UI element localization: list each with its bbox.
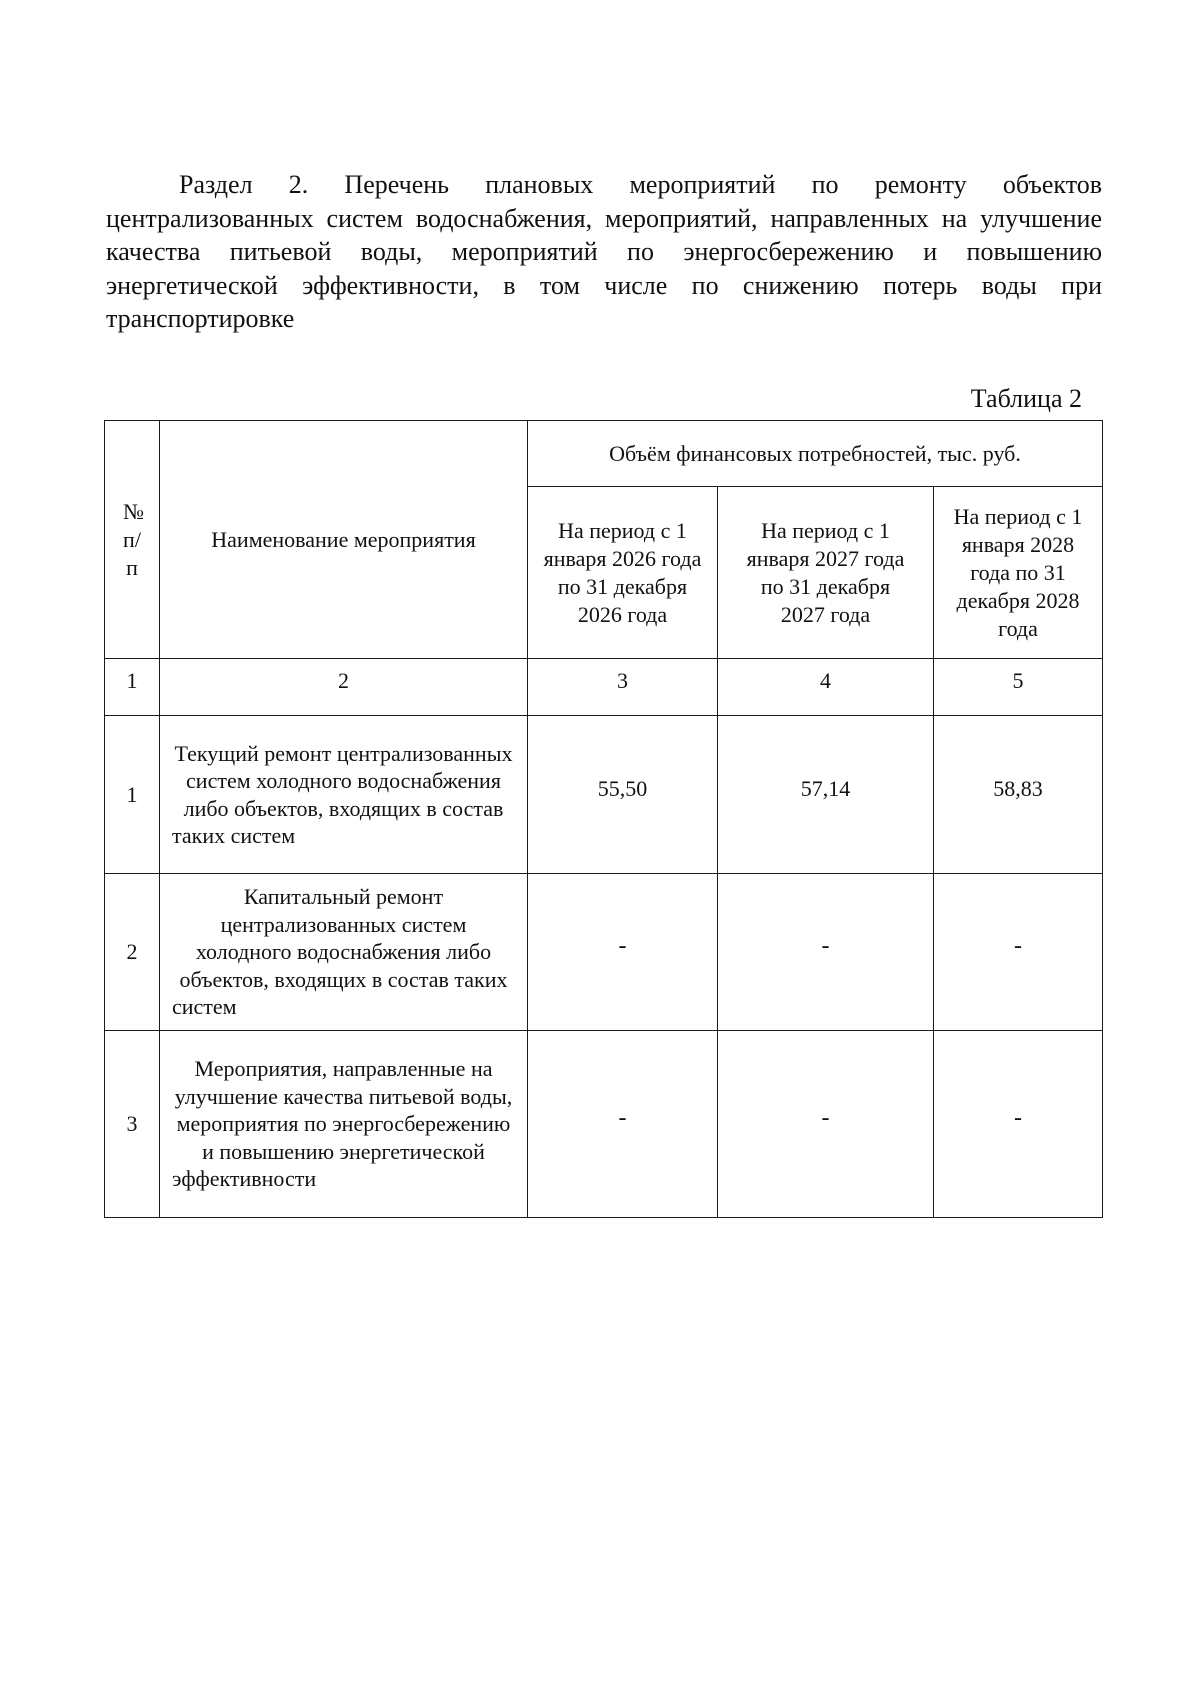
row-value-2026: 55,50 [528, 716, 718, 874]
header-finance: Объём финансовых потребностей, тыс. руб. [528, 421, 1103, 487]
row-name: Капитальный ремонт централизованных систем холодного водоснабжения либо объектов, входящих в состав таких систем [160, 874, 528, 1031]
column-number: 2 [160, 659, 528, 716]
row-value-2028: - [934, 1031, 1103, 1218]
table-row [105, 1031, 1103, 1218]
header-period-2026: На период с 1 января 2026 года по 31 декабря 2026 года [528, 487, 718, 659]
row-num: 1 [105, 716, 160, 874]
row-value-2026: - [528, 874, 718, 1031]
table-row [105, 874, 1103, 1031]
table-row [105, 716, 1103, 874]
column-number: 3 [528, 659, 718, 716]
row-name: Текущий ремонт централизованных систем холодного водоснабжения либо объектов, входящих в состав таких систем [160, 716, 528, 874]
header-period-2027: На период с 1 января 2027 года по 31 декабря 2027 года [718, 487, 934, 659]
section-heading: Раздел 2. Перечень плановых мероприятий по ремонту объектов централизованных систем водоснабжения, мероприятий, направленных на улучшение качества питьевой воды, мероприятий по энергосбережению и повышению энергетической эффективности, в том числе по снижению потерь воды при транспортировке [106, 170, 1102, 333]
row-num: 3 [105, 1031, 160, 1218]
column-number: 1 [105, 659, 160, 716]
row-value-2027: - [718, 874, 934, 1031]
column-number: 4 [718, 659, 934, 716]
row-value-2027: 57,14 [718, 716, 934, 874]
row-value-2026: - [528, 1031, 718, 1218]
row-value-2028: - [934, 874, 1103, 1031]
row-num: 2 [105, 874, 160, 1031]
column-number: 5 [934, 659, 1103, 716]
row-name: Мероприятия, направленные на улучшение качества питьевой воды, мероприятия по энергосбережению и повышению энергетической эффективности [160, 1031, 528, 1218]
header-num: № п/п [105, 421, 160, 659]
header-period-2028: На период с 1 января 2028 года по 31 декабря 2028 года [934, 487, 1103, 659]
table-header-row [105, 421, 1103, 487]
row-value-2027: - [718, 1031, 934, 1218]
header-name: Наименование мероприятия [160, 421, 528, 659]
column-numbers-row [105, 659, 1103, 716]
table-label: Таблица 2 [970, 384, 1082, 413]
measures-table [104, 420, 1103, 1218]
row-value-2028: 58,83 [934, 716, 1103, 874]
